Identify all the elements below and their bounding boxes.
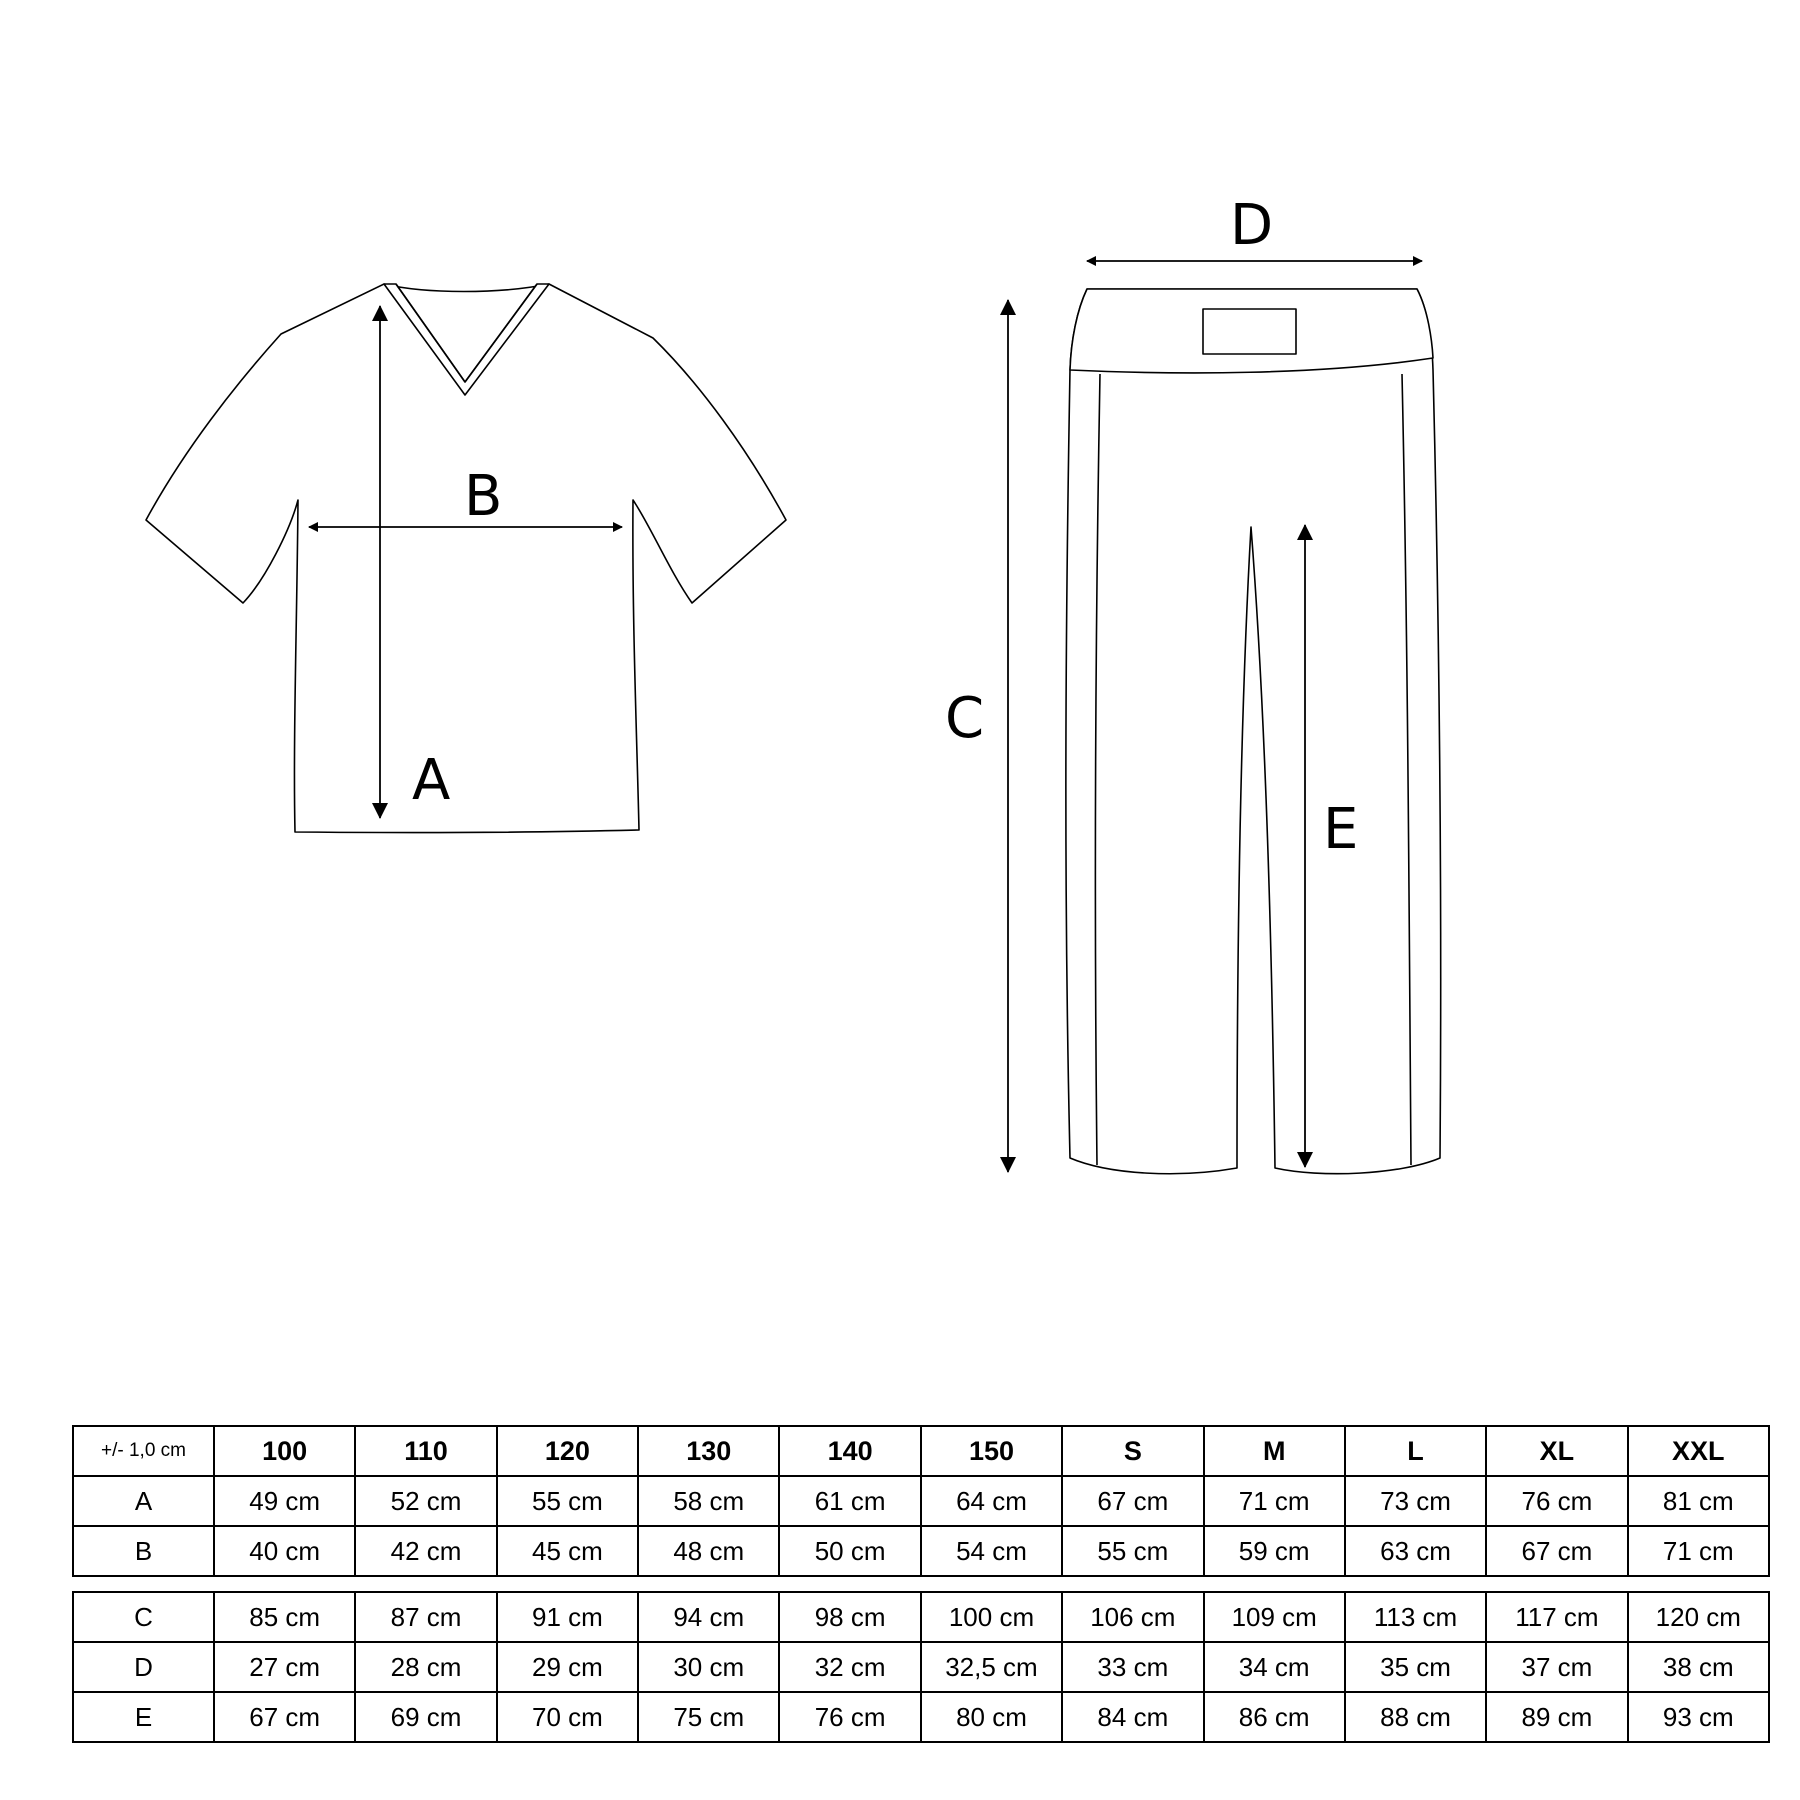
table-cell: 94 cm	[638, 1592, 779, 1642]
dimension-label-d: D	[1230, 193, 1274, 258]
table-cell: 81 cm	[1628, 1476, 1769, 1526]
tolerance-cell: +/- 1,0 cm	[73, 1426, 214, 1476]
table-row-e	[73, 1692, 1769, 1742]
size-header-120: 120	[497, 1426, 638, 1476]
table-cell: 29 cm	[497, 1642, 638, 1692]
table-cell: 89 cm	[1486, 1692, 1627, 1742]
table-cell: 106 cm	[1062, 1592, 1203, 1642]
pants-label-patch	[1203, 309, 1296, 354]
table-row-c	[73, 1592, 1769, 1642]
row-label: B	[73, 1526, 214, 1576]
table-cell: 67 cm	[1486, 1526, 1627, 1576]
table-cell: 98 cm	[779, 1592, 920, 1642]
dimension-label-c: C	[945, 686, 985, 751]
table-cell: 117 cm	[1486, 1592, 1627, 1642]
table-cell: 30 cm	[638, 1642, 779, 1692]
table-cell: 50 cm	[779, 1526, 920, 1576]
size-header-xxl: XXL	[1628, 1426, 1769, 1476]
table-cell: 91 cm	[497, 1592, 638, 1642]
dimension-label-b: B	[464, 464, 503, 529]
size-header-110: 110	[355, 1426, 496, 1476]
row-label: E	[73, 1692, 214, 1742]
size-header-l: L	[1345, 1426, 1486, 1476]
table-cell: 63 cm	[1345, 1526, 1486, 1576]
table-cell: 93 cm	[1628, 1692, 1769, 1742]
table-cell: 40 cm	[214, 1526, 355, 1576]
table-cell: 113 cm	[1345, 1592, 1486, 1642]
table-cell: 35 cm	[1345, 1642, 1486, 1692]
dimension-label-a: A	[412, 748, 451, 813]
table-cell: 120 cm	[1628, 1592, 1769, 1642]
size-header-m: M	[1204, 1426, 1345, 1476]
table-cell: 84 cm	[1062, 1692, 1203, 1742]
table-cell: 100 cm	[921, 1592, 1062, 1642]
table-cell: 38 cm	[1628, 1642, 1769, 1692]
table-cell: 55 cm	[1062, 1526, 1203, 1576]
table-cell: 109 cm	[1204, 1592, 1345, 1642]
size-header-100: 100	[214, 1426, 355, 1476]
table-cell: 33 cm	[1062, 1642, 1203, 1692]
table-cell: 73 cm	[1345, 1476, 1486, 1526]
table-cell: 69 cm	[355, 1692, 496, 1742]
table-cell: 76 cm	[1486, 1476, 1627, 1526]
pants-illustration	[1066, 289, 1441, 1174]
table-row-b	[73, 1526, 1769, 1576]
table-cell: 80 cm	[921, 1692, 1062, 1742]
table-cell: 42 cm	[355, 1526, 496, 1576]
table-cell: 85 cm	[214, 1592, 355, 1642]
table-cell: 55 cm	[497, 1476, 638, 1526]
table-cell: 71 cm	[1628, 1526, 1769, 1576]
table-cell: 32,5 cm	[921, 1642, 1062, 1692]
table-cell: 27 cm	[214, 1642, 355, 1692]
table-cell: 54 cm	[921, 1526, 1062, 1576]
size-header-140: 140	[779, 1426, 920, 1476]
table-cell: 37 cm	[1486, 1642, 1627, 1692]
table-cell: 48 cm	[638, 1526, 779, 1576]
size-table-pants	[72, 1591, 1770, 1743]
table-cell: 76 cm	[779, 1692, 920, 1742]
size-table-shirt	[72, 1425, 1770, 1577]
table-cell: 49 cm	[214, 1476, 355, 1526]
table-cell: 28 cm	[355, 1642, 496, 1692]
table-cell: 67 cm	[214, 1692, 355, 1742]
table-cell: 71 cm	[1204, 1476, 1345, 1526]
table-cell: 45 cm	[497, 1526, 638, 1576]
table-cell: 87 cm	[355, 1592, 496, 1642]
table-cell: 86 cm	[1204, 1692, 1345, 1742]
table-cell: 70 cm	[497, 1692, 638, 1742]
row-label: A	[73, 1476, 214, 1526]
size-header-150: 150	[921, 1426, 1062, 1476]
size-header-xl: XL	[1486, 1426, 1627, 1476]
table-cell: 34 cm	[1204, 1642, 1345, 1692]
table-cell: 67 cm	[1062, 1476, 1203, 1526]
table-header-row	[73, 1426, 1769, 1476]
size-header-130: 130	[638, 1426, 779, 1476]
table-row-a	[73, 1476, 1769, 1526]
shirt-illustration	[146, 284, 786, 833]
table-cell: 32 cm	[779, 1642, 920, 1692]
table-cell: 59 cm	[1204, 1526, 1345, 1576]
size-header-s: S	[1062, 1426, 1203, 1476]
pants-outline	[1066, 289, 1441, 1174]
table-cell: 88 cm	[1345, 1692, 1486, 1742]
row-label: D	[73, 1642, 214, 1692]
dimension-label-e: E	[1323, 797, 1359, 862]
table-cell: 75 cm	[638, 1692, 779, 1742]
table-cell: 52 cm	[355, 1476, 496, 1526]
table-row-d	[73, 1642, 1769, 1692]
shirt-outline	[146, 284, 786, 833]
table-cell: 61 cm	[779, 1476, 920, 1526]
row-label: C	[73, 1592, 214, 1642]
table-cell: 58 cm	[638, 1476, 779, 1526]
table-cell: 64 cm	[921, 1476, 1062, 1526]
